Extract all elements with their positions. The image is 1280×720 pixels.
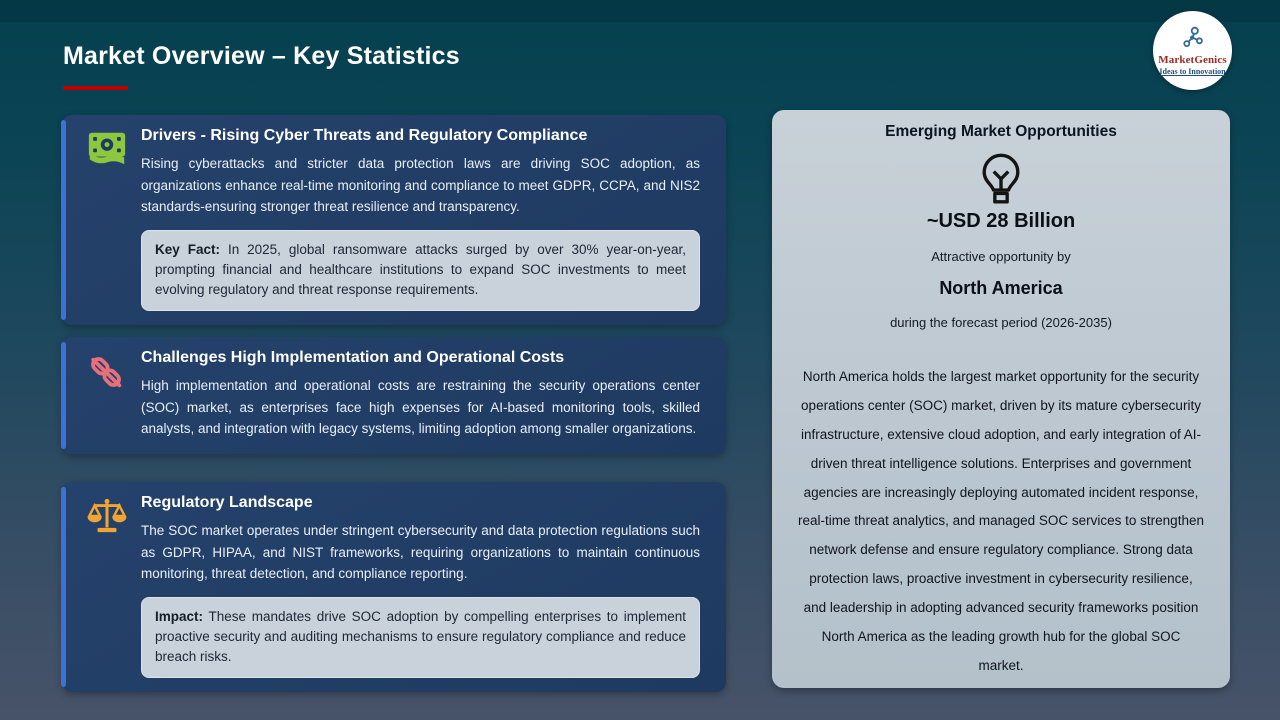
challenges-card (62, 337, 726, 454)
opportunity-lead-in: Attractive opportunity by (931, 249, 1071, 264)
money-banknote-icon (86, 127, 128, 311)
logo-tagline: Ideas to Innovation (1159, 66, 1226, 76)
key-fact-label: Key Fact: (155, 241, 220, 257)
regulatory-card (62, 482, 726, 692)
drivers-card (62, 115, 726, 325)
opportunity-description: North America holds the largest market opportunity for the security operations center (SOC) market, driven by its mature cybersecurity infrastructure, extensive cloud adoption, and early integration of AI-driven threat intelligence solutions. Enterprises and government agencies are increasingly deploying automated incident response, real-time threat analytics, and managed SOC services to strengthen network defense and ensure regulatory compliance. Strong data protection laws, proactive investment in cybersecurity resilience, and leadership in adopting advanced security frameworks position North America as the leading growth hub for the global SOC market. (798, 369, 1204, 673)
regulatory-card-title: Regulatory Landscape (141, 494, 313, 511)
opportunity-region: North America (939, 278, 1063, 298)
challenges-card-title: Challenges High Implementation and Operational Costs (141, 349, 565, 366)
emerging-opportunities-panel (772, 110, 1230, 688)
challenges-card-body: High implementation and operational costs are restraining the security operations center (SOC) market, as enterprises face high expenses for AI-based monitoring tools, skilled analysts, and integration with legacy systems, limiting adoption among smaller organizations. (141, 378, 700, 437)
regulatory-card-body: The SOC market operates under stringent cybersecurity and data protection regulations such as GDPR, HIPAA, and NIST frameworks, requiring organizations to maintain continuous monitoring, threat detection, and compliance reporting. (141, 523, 700, 582)
opportunity-panel-title: Emerging Market Opportunities (885, 123, 1117, 140)
drivers-card-title: Drivers - Rising Cyber Threats and Regulatory Compliance (141, 127, 588, 144)
title-underline (63, 86, 128, 90)
top-accent-strip (0, 0, 1280, 22)
opportunity-value: ~USD 28 Billion (926, 210, 1076, 232)
key-fact-text: In 2025, global ransomware attacks surged by over 30% year-on-year, prompting financial and healthcare institutions to expand SOC investments to meet evolving regulatory and threat response requirements. (155, 241, 686, 298)
key-fact-callout (141, 230, 700, 311)
opportunity-period: during the forecast period (2026-2035) (890, 315, 1112, 330)
logo-name: MarketGenics (1158, 53, 1227, 66)
lightbulb-icon (978, 152, 1024, 208)
balance-scale-icon (86, 494, 128, 678)
marketgenics-logo (1153, 11, 1232, 90)
broken-link-icon (86, 349, 128, 440)
impact-callout (141, 597, 700, 678)
drivers-card-body: Rising cyberattacks and stricter data protection laws are driving SOC adoption, as organizations enhance real-time monitoring and compliance to meet GDPR, CCPA, and NIS2 standards-ensuring stronger threat resilience and transparency. (141, 156, 700, 215)
molecule-icon (1181, 26, 1205, 53)
impact-text: These mandates drive SOC adoption by compelling enterprises to implement proactive security and auditing mechanisms to ensure regulatory compliance and reduce breach risks. (155, 608, 687, 665)
page-title: Market Overview – Key Statistics (63, 42, 460, 70)
impact-label: Impact: (155, 608, 204, 624)
